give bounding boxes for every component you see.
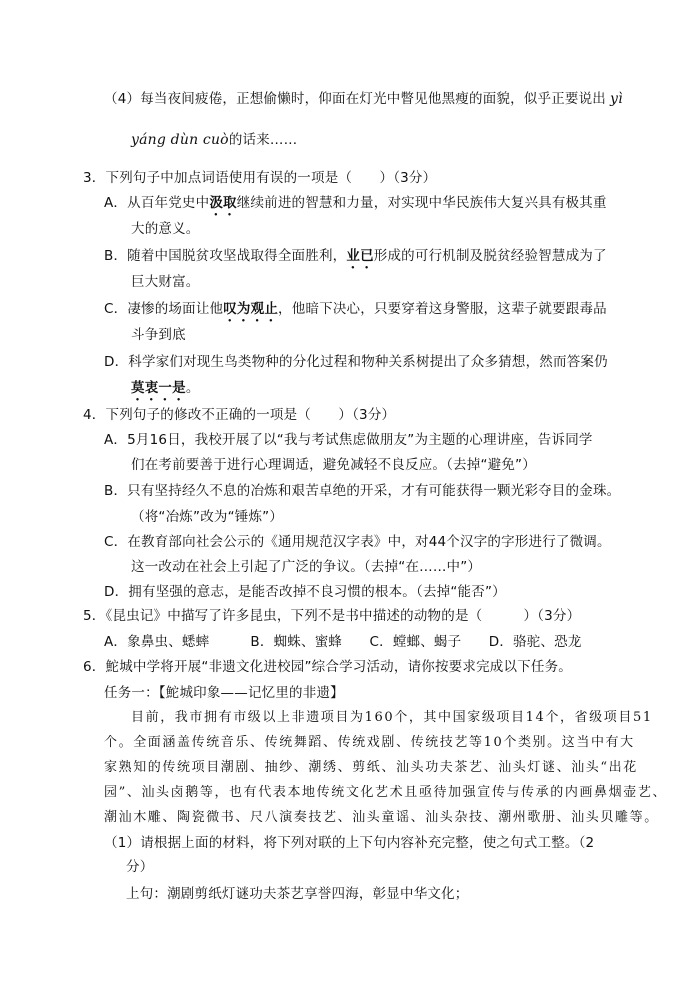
q6-material-line3: 家熟知的传统项目潮剧、抽纱、潮绣、剪纸、汕头功夫茶艺、汕头灯谜、汕头“出花: [104, 760, 638, 775]
q4-option-a-line2: 们在考前要善于进行心理调适，避免减轻不良反应。（去掉“避免”）: [131, 457, 536, 473]
q3-c-pre: C．凄惨的场面让他: [104, 301, 224, 317]
q3-option-c-line1: [104, 300, 607, 325]
q4-option-b-line2: （将“冶炼”改为“锤炼”）: [131, 509, 284, 525]
q6-couplet-upper: 上句：潮剧剪纸灯谜功夫茶艺享誉四海，彰显中华文化；: [126, 886, 469, 902]
q3-option-b-line2: 巨大财富。: [131, 274, 200, 290]
item4-tail: 的话来……: [228, 132, 298, 148]
q3-b-post: 形成的可行机制及脱贫经验智慧成为了: [373, 248, 607, 264]
item4-pinyin-1: yì: [610, 91, 623, 107]
item4-line1: [104, 90, 623, 108]
q3-c-post: ，他暗下决心，只要穿着这身警服，这辈子就要跟毒品: [278, 301, 607, 317]
q5-stem: 5．《昆虫记》中描写了许多昆虫，下列不是书中描述的动物的是（ ）（3分）: [83, 608, 581, 624]
q4-option-c-line1: C．在教育部向社会公示的《通用规范汉字表》中，对44个汉字的字形进行了微调。: [104, 534, 611, 550]
item4-text: （4）每当夜间疲倦，正想偷懒时，仰面在灯光中瞥见他黑瘦的面貌，似乎正要说出: [104, 91, 606, 107]
q6-material-line1: 目前，我市拥有市级以上非遗项目为160个，其中国家级项目14个，省级项目51: [131, 710, 653, 725]
q4-option-d: D．拥有坚强的意志，是能否改掉不良习惯的根本。（去掉“能否”）: [104, 584, 506, 600]
q3-stem: 3．下列句子中加点词语使用有误的一项是（ ）（3分）: [83, 170, 437, 186]
item4-pinyin-2: yáng dùn cuò: [131, 132, 229, 148]
item4-line2: [131, 131, 297, 149]
q3-d-post: 。: [185, 380, 200, 396]
q6-subquestion-1-line2: 分）: [126, 859, 154, 875]
q4-stem: 4．下列句子的修改不正确的一项是（ ）（3分）: [83, 407, 396, 423]
q3-b-pre: B．随着中国脱贫攻坚战取得全面胜利，: [104, 248, 347, 264]
q6-material-line2: 个。全面涵盖传统音乐、传统舞蹈、传统戏剧、传统技艺等10个类别。这当中有大: [104, 735, 635, 750]
q3-d-dotted-word: 莫衷一是: [131, 380, 186, 396]
q6-task1-title: 任务一：【鮀城印象——记忆里的非遗】: [104, 685, 344, 701]
q3-option-b-line1: [104, 247, 607, 272]
q3-option-a-line2: 大的意义。: [131, 221, 200, 237]
q3-a-post: 继续前进的智慧和力量，对实现中华民族伟大复兴具有极其重: [236, 195, 607, 211]
q3-c-dotted-word: 叹为观止: [223, 301, 279, 317]
q4-option-c-line2: 这一改动在社会上引起了广泛的争议。（去掉“在……中”）: [131, 559, 482, 575]
q4-option-b-line1: B．只有坚持经久不息的冶炼和艰苦卓绝的开采，才有可能获得一颗光彩夺目的金珠。: [104, 483, 621, 499]
q6-material-line5: 潮汕木雕、陶瓷微书、尺八演奏技艺、汕头童谣、汕头杂技、潮州歌册、汕头贝雕等。: [104, 810, 659, 825]
q6-stem: 6．鮀城中学将开展“非遗文化进校园”综合学习活动，请你按要求完成以下任务。: [83, 659, 572, 675]
q6-material-line4: 园”、汕头卤鹅等，也有代表本地传统文化艺术且亟待加强宣传与传承的内画鼻烟壶艺、: [104, 785, 668, 800]
q3-a-dotted-word: 汲取: [209, 195, 237, 211]
q3-option-a-line1: [104, 194, 607, 219]
q3-option-d-line1: D．科学家们对现生鸟类物种的分化过程和物种关系树提出了众多猜想，然而答案仍: [104, 354, 608, 370]
q3-a-pre: A．从百年党史中: [104, 195, 210, 211]
q6-subquestion-1-line1: （1）请根据上面的材料，将下列对联的上下句内容补充完整，使之句式工整。（2: [104, 835, 595, 851]
q3-option-c-line2: 斗争到底: [131, 327, 186, 343]
q3-b-dotted-word: 业已: [346, 248, 374, 264]
q3-option-d-line2: [131, 379, 200, 404]
q5-options: A．象鼻虫、蟋蟀 B．蜘蛛、蜜蜂 C．螳螂、蝎子 D．骆驼、恐龙: [104, 634, 582, 650]
q4-option-a-line1: A．5月16日，我校开展了以“我与考试焦虑做朋友”为主题的心理讲座，告诉同学: [104, 432, 593, 448]
